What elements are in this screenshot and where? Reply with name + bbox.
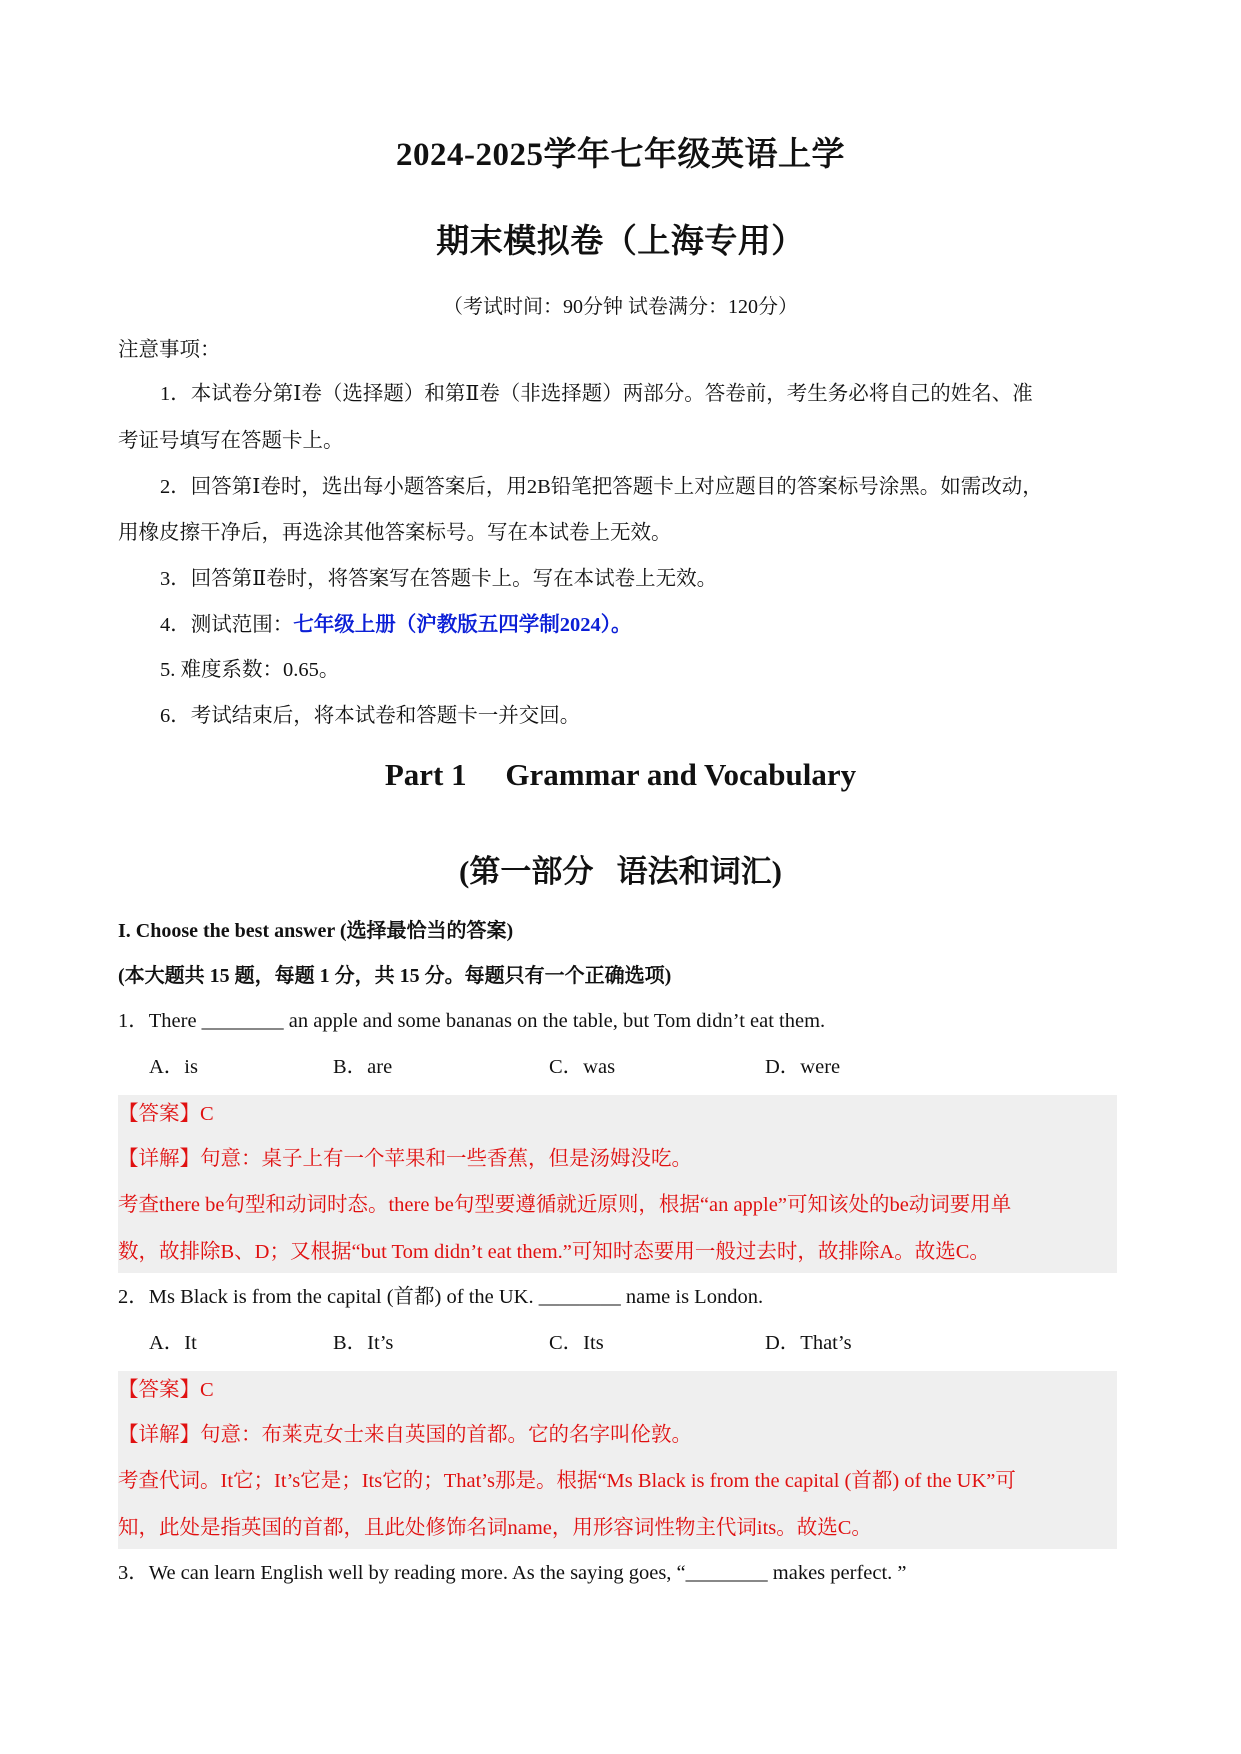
- question-2-option-d: D．That’s: [765, 1332, 852, 1354]
- note-item-4-prefix: 4．测试范围：: [160, 614, 294, 636]
- question-1-option-c: C．was: [549, 1056, 616, 1078]
- question-2-explain-3: 知，此处是指英国的首都，且此处修饰名词name，用形容词性物主代词its。故选C。: [118, 1517, 872, 1539]
- question-1-explain-2: 考查there be句型和动词时态。there be句型要遵循就近原则，根据“an apple”可知该处的be动词要用单: [118, 1194, 1012, 1216]
- question-1-answer: 【答案】C: [118, 1103, 214, 1125]
- question-3-stem: 3．We can learn English well by reading more. As the saying goes, “________ makes perfect. ”: [118, 1562, 907, 1584]
- question-2-answer: 【答案】C: [118, 1379, 214, 1401]
- section-heading: I. Choose the best answer (选择最恰当的答案): [118, 920, 514, 942]
- question-2-option-b: B．It’s: [333, 1332, 394, 1354]
- question-1-explain-1: 【详解】句意：桌子上有一个苹果和一些香蕉，但是汤姆没吃。: [118, 1148, 692, 1170]
- page-title: 2024-2025学年七年级英语上学: [396, 137, 845, 173]
- part-title-en: Part 1 Grammar and Vocabulary: [384, 757, 857, 792]
- note-item-5: 5. 难度系数：0.65。: [160, 659, 340, 681]
- question-2-stem: 2．Ms Black is from the capital (首都) of the UK. ________ name is London.: [118, 1286, 764, 1308]
- question-1-stem: 1．There ________ an apple and some bananas on the table, but Tom didn’t eat them.: [118, 1010, 826, 1032]
- note-item-3: 3．回答第Ⅱ卷时，将答案写在答题卡上。写在本试卷上无效。: [160, 568, 718, 590]
- part-title-cn: (第一部分 语法和词汇): [459, 854, 782, 889]
- note-item-4: [160, 615, 632, 636]
- note-item-2a: 2．回答第Ⅰ卷时，选出每小题答案后，用2B铅笔把答题卡上对应题目的答案标号涂黑。如需改动，: [160, 476, 1043, 498]
- notes-heading: 注意事项：: [118, 339, 221, 361]
- note-item-6: 6．考试结束后，将本试卷和答题卡一并交回。: [160, 705, 581, 727]
- note-item-1a: 1．本试卷分第Ⅰ卷（选择题）和第Ⅱ卷（非选择题）两部分。答卷前，考生务必将自己的姓名、准: [160, 383, 1033, 405]
- section-instructions: (本大题共 15 题，每题 1 分，共 15 分。每题只有一个正确选项): [118, 965, 672, 987]
- question-2-option-a: A．It: [149, 1332, 197, 1354]
- question-2-option-c: C．Its: [549, 1332, 604, 1354]
- question-1-option-a: A．is: [149, 1056, 198, 1078]
- note-item-2b: 用橡皮擦干净后，再选涂其他答案标号。写在本试卷上无效。: [118, 522, 672, 544]
- question-2-explain-1: 【详解】句意：布莱克女士来自英国的首都。它的名字叫伦敦。: [118, 1424, 692, 1446]
- question-1-option-b: B．are: [333, 1056, 393, 1078]
- question-1-explain-3: 数，故排除B、D；又根据“but Tom didn’t eat them.”可知时态要用一般过去时，故排除A。故选C。: [118, 1241, 990, 1263]
- exam-info: （考试时间：90分钟 试卷满分：120分）: [443, 296, 798, 318]
- page-subtitle: 期末模拟卷（上海专用）: [436, 224, 805, 260]
- test-scope: 七年级上册（沪教版五四学制2024）。: [293, 614, 632, 636]
- note-item-1b: 考证号填写在答题卡上。: [118, 430, 344, 452]
- question-2-explain-2: 考查代词。It它；It’s它是；Its它的；That’s那是。根据“Ms Black is from the capital (首都) of the UK”可: [118, 1470, 1016, 1492]
- question-1-option-d: D．were: [765, 1056, 841, 1078]
